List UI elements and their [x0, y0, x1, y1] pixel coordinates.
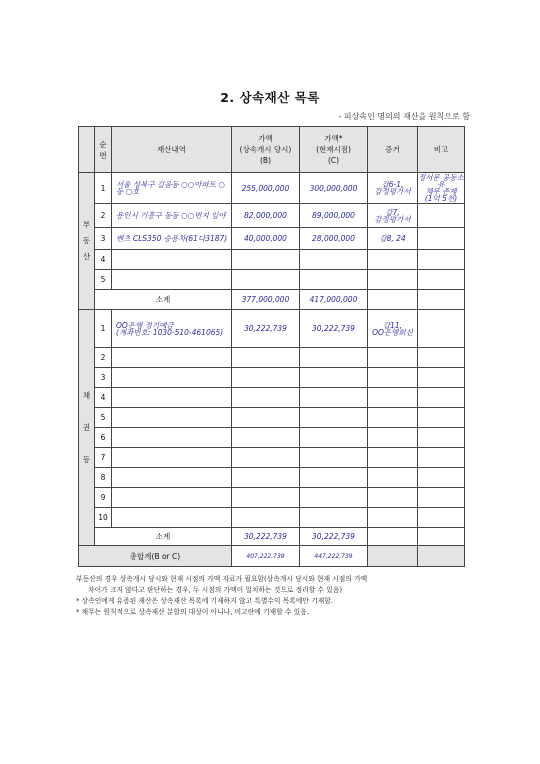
asset-description — [112, 270, 232, 290]
evidence — [368, 448, 418, 468]
header-price-c: 가액* (현재시점) (C) — [300, 127, 368, 173]
row-number: 5 — [95, 408, 112, 428]
price-current — [300, 250, 368, 270]
price-at-inheritance — [232, 428, 300, 448]
header-price-b: 가액 (상속개시 당시) (B) — [232, 127, 300, 173]
asset-description — [112, 250, 232, 270]
row-number: 7 — [95, 448, 112, 468]
evidence — [368, 270, 418, 290]
table-row — [79, 468, 465, 488]
evidence — [368, 488, 418, 508]
asset-description — [112, 368, 232, 388]
price-current — [300, 270, 368, 290]
price-at-inheritance: 40,000,000 — [232, 228, 300, 250]
total-blank-rm — [418, 546, 465, 567]
evidence: 갑8, 24 — [368, 228, 418, 250]
row-number: 2 — [95, 204, 112, 228]
row-number: 1 — [95, 310, 112, 348]
price-at-inheritance — [232, 488, 300, 508]
row-number: 5 — [95, 270, 112, 290]
table-row — [79, 348, 465, 368]
subtotal-blank-rm — [418, 290, 465, 310]
header-desc: 재산내역 — [112, 127, 232, 173]
remarks — [418, 508, 465, 528]
evidence — [368, 368, 418, 388]
header-blank — [79, 127, 95, 173]
header-evidence: 증거 — [368, 127, 418, 173]
remarks — [418, 270, 465, 290]
row-number: 1 — [95, 173, 112, 204]
total-c: 447,222,739 — [300, 546, 368, 567]
price-current — [300, 388, 368, 408]
asset-description — [112, 408, 232, 428]
table-row — [79, 488, 465, 508]
header-seq: 순 번 — [95, 127, 112, 173]
asset-description — [112, 428, 232, 448]
table-row — [79, 204, 465, 228]
table-row — [79, 250, 465, 270]
subtotal-blank-rm — [418, 528, 465, 546]
note-line: * 채무는 원칙적으로 상속재산 분할의 대상이 아니나, 비고란에 기재할 수 있음. — [76, 608, 309, 616]
price-current — [300, 448, 368, 468]
table-row — [79, 448, 465, 468]
evidence — [368, 250, 418, 270]
table-row — [79, 270, 465, 290]
subtotal-blank-ev — [368, 528, 418, 546]
subtotal-c: 417,000,000 — [300, 290, 368, 310]
row-number: 10 — [95, 508, 112, 528]
price-at-inheritance — [232, 448, 300, 468]
remarks — [418, 468, 465, 488]
row-number: 2 — [95, 348, 112, 368]
note-line: 부동산의 경우 상속개시 당시와 현재 시점의 가액 자료가 필요함(상속개시 당시와 현재 시점의 가액 — [76, 575, 368, 583]
evidence: 갑11, OO은행회신 — [368, 310, 418, 348]
remarks — [418, 448, 465, 468]
subtotal-b: 30,222,739 — [232, 528, 300, 546]
asset-description: 용인시 기흥구 동동 ○○번지 임야 — [112, 204, 232, 228]
table-row — [79, 173, 465, 204]
price-current: 89,000,000 — [300, 204, 368, 228]
asset-table — [78, 126, 465, 567]
row-number: 4 — [95, 250, 112, 270]
evidence — [368, 428, 418, 448]
note-line: 차이가 크지 않다고 판단하는 경우, 두 시점의 가액이 일치하는 것으로 정리할 수 있음) — [88, 586, 342, 594]
subtitle-note: - 피상속인 명의의 재산을 원칙으로 함 — [338, 112, 470, 121]
price-current — [300, 348, 368, 368]
price-current — [300, 488, 368, 508]
price-at-inheritance — [232, 348, 300, 368]
remarks: 정서문 공동소유 채무 존재 (1억 5천) — [418, 173, 464, 203]
claims-subtotal-row — [79, 528, 465, 546]
price-at-inheritance — [232, 508, 300, 528]
evidence — [368, 508, 418, 528]
remarks — [418, 368, 465, 388]
price-at-inheritance — [232, 468, 300, 488]
total-blank-ev — [368, 546, 418, 567]
row-number: 4 — [95, 388, 112, 408]
remarks — [418, 388, 465, 408]
asset-description: 벤츠 CLS350 승용차(61다3187) — [112, 228, 232, 250]
claims-body — [79, 310, 465, 546]
remarks — [418, 204, 465, 228]
row-number: 3 — [95, 368, 112, 388]
row-number: 3 — [95, 228, 112, 250]
price-current — [300, 408, 368, 428]
price-current: 300,000,000 — [300, 173, 368, 204]
asset-description: 서울 성북구 길음동 ○○아파트 ○동 ○호 — [112, 173, 232, 204]
row-number: 6 — [95, 428, 112, 448]
subtotal-b: 377,000,000 — [232, 290, 300, 310]
subtotal-label: 소계 — [95, 528, 232, 546]
price-at-inheritance — [232, 368, 300, 388]
asset-description — [112, 388, 232, 408]
total-row — [79, 546, 465, 567]
price-at-inheritance — [232, 270, 300, 290]
price-at-inheritance — [232, 250, 300, 270]
price-current — [300, 508, 368, 528]
row-number: 8 — [95, 468, 112, 488]
evidence — [368, 388, 418, 408]
asset-description — [112, 468, 232, 488]
evidence: 갑6-1, 감정평가서 — [368, 173, 418, 204]
remarks — [418, 408, 465, 428]
price-at-inheritance: 82,000,000 — [232, 204, 300, 228]
asset-description — [112, 348, 232, 368]
table-row — [79, 428, 465, 448]
subtotal-label: 소계 — [95, 290, 232, 310]
table-row — [79, 368, 465, 388]
table-row — [79, 508, 465, 528]
asset-description — [112, 448, 232, 468]
document-title: 2. 상속재산 목록 — [220, 90, 320, 105]
row-number: 9 — [95, 488, 112, 508]
claims-category-label: 채 권 등 — [79, 310, 95, 546]
table-row — [79, 310, 465, 348]
price-current: 28,000,000 — [300, 228, 368, 250]
remarks — [418, 228, 465, 250]
price-current: 30,222,739 — [300, 310, 368, 348]
price-current — [300, 468, 368, 488]
asset-description: OO은행 정기예금 (계좌번호: 1030-510-461065) — [112, 310, 232, 348]
price-at-inheritance — [232, 388, 300, 408]
price-at-inheritance — [232, 408, 300, 428]
subtotal-blank-ev — [368, 290, 418, 310]
note-line: * 상속인에게 유증된 재산은 상속재산 목록에 기재하지 않고 특별수익 목록에만 기재함. — [76, 597, 333, 605]
asset-description — [112, 508, 232, 528]
header-row — [79, 127, 465, 173]
header-remarks: 비고 — [418, 127, 465, 173]
table-row — [79, 408, 465, 428]
remarks — [418, 428, 465, 448]
realestate-category-label: 부 동 산 — [79, 173, 95, 310]
total-body — [79, 546, 465, 567]
evidence: 갑7, 감정평가서 — [368, 204, 418, 228]
notes — [76, 574, 468, 618]
total-label: 총합계(B or C) — [79, 546, 232, 567]
remarks — [418, 250, 465, 270]
evidence — [368, 348, 418, 368]
realestate-subtotal-row — [79, 290, 465, 310]
evidence — [368, 408, 418, 428]
price-current — [300, 428, 368, 448]
realestate-body — [79, 173, 465, 310]
evidence — [368, 468, 418, 488]
price-at-inheritance: 30,222,739 — [232, 310, 300, 348]
asset-description — [112, 488, 232, 508]
price-current — [300, 368, 368, 388]
total-b: 407,222,739 — [232, 546, 300, 567]
remarks — [418, 310, 465, 348]
table-row — [79, 228, 465, 250]
remarks — [418, 488, 465, 508]
remarks — [418, 348, 465, 368]
table-row — [79, 388, 465, 408]
subtotal-c: 30,222,739 — [300, 528, 368, 546]
price-at-inheritance: 255,000,000 — [232, 173, 300, 204]
